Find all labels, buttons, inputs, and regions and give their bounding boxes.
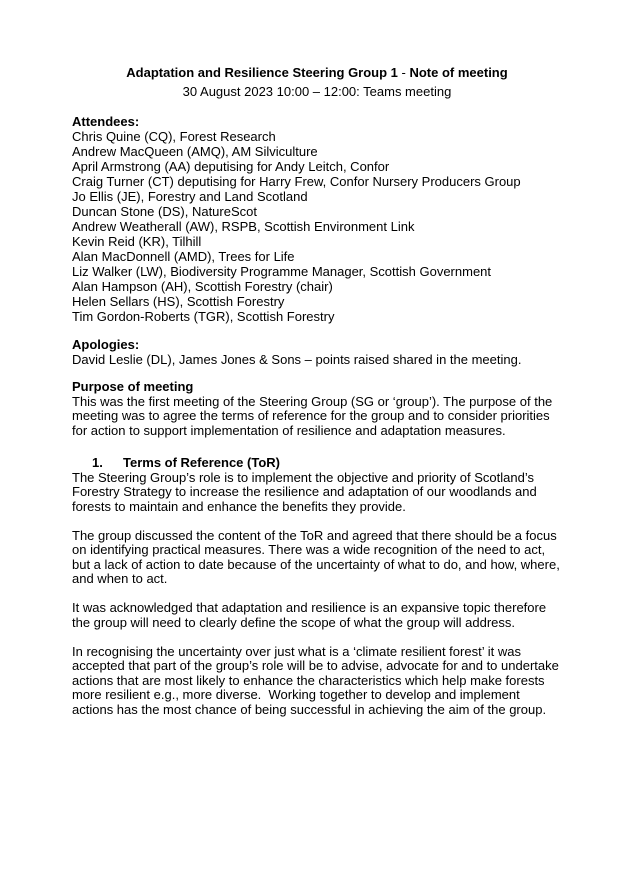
attendee-line: Alan Hampson (AH), Scottish Forestry (chair): [72, 279, 333, 294]
attendee-line: Craig Turner (CT) deputising for Harry Frew, Confor Nursery Producers Group: [72, 174, 521, 189]
apologies-heading: Apologies:: [72, 337, 140, 352]
document-subtitle: 30 August 2023 10:00 – 12:00: Teams meeting: [182, 83, 452, 99]
section-1-heading-text: Terms of Reference (ToR): [123, 455, 280, 470]
section-1-number: 1.: [92, 455, 103, 470]
attendee-line: Andrew Weatherall (AW), RSPB, Scottish Environment Link: [72, 219, 415, 234]
attendee-line: Jo Ellis (JE), Forestry and Land Scotland: [72, 189, 308, 204]
section-1-heading: [72, 456, 562, 471]
attendees-section: [72, 114, 562, 324]
attendee-line: Chris Quine (CQ), Forest Research: [72, 129, 276, 144]
title-suffix: Note of meeting: [409, 65, 508, 80]
purpose-paragraph: This was the first meeting of the Steering Group (SG or ‘group’). The purpose of the meeting was to agree the terms of reference for the group and to consider priorities for action to support implementation of resilience and adaptation measures.: [72, 393, 556, 438]
title-separator: -: [397, 65, 410, 80]
attendee-line: Duncan Stone (DS), NatureScot: [72, 204, 257, 219]
document-title: [72, 66, 562, 81]
attendee-line: Liz Walker (LW), Biodiversity Programme Manager, Scottish Government: [72, 264, 492, 279]
document-content: [72, 66, 562, 717]
attendee-line: April Armstrong (AA) deputising for Andy Leitch, Confor: [72, 159, 390, 174]
purpose-heading: Purpose of meeting: [72, 379, 194, 394]
section-1-paragraph: It was acknowledged that adaptation and resilience is an expansive topic therefore the group will need to clearly define the scope of what the group will address.: [72, 600, 550, 630]
apologies-section: [72, 338, 562, 367]
section-1-paragraph: The Steering Group’s role is to implement the objective and priority of Scotland’s Forestry Strategy to increase the resilience and adaptation of our woodlands and forests to maintain and enhance the benefits they provide.: [72, 469, 541, 514]
purpose-section: [72, 380, 562, 438]
attendee-line: Kevin Reid (KR), Tilhill: [72, 234, 202, 249]
section-1-paragraph: The group discussed the content of the ToR and agreed that there should be a focus on identifying practical measures. There was a wide recognition of the need to act, but a lack of action to date because of the uncertainty of what to do, and how, where, and when to act.: [72, 527, 564, 586]
attendee-line: Tim Gordon-Roberts (TGR), Scottish Forestry: [72, 309, 335, 324]
attendees-heading: Attendees:: [72, 114, 140, 129]
section-1-paragraph: In recognising the uncertainty over just what is a ‘climate resilient forest’ it was accepted that part of the group’s role will be to advise, advocate for and to undertake actions that are most likely to enhance the characteristics which help make forests more resilient e.g., more diverse. Working together to develop and implement actions has the most chance of being successful in achieving the aim of the group.: [72, 643, 563, 717]
attendee-line: Helen Sellars (HS), Scottish Forestry: [72, 294, 285, 309]
attendee-line: Andrew MacQueen (AMQ), AM Silviculture: [72, 144, 318, 159]
title-main: Adaptation and Resilience Steering Group 1: [126, 65, 398, 80]
attendee-line: Alan MacDonnell (AMD), Trees for Life: [72, 249, 295, 264]
apologies-text: David Leslie (DL), James Jones & Sons – points raised shared in the meeting.: [72, 351, 522, 367]
